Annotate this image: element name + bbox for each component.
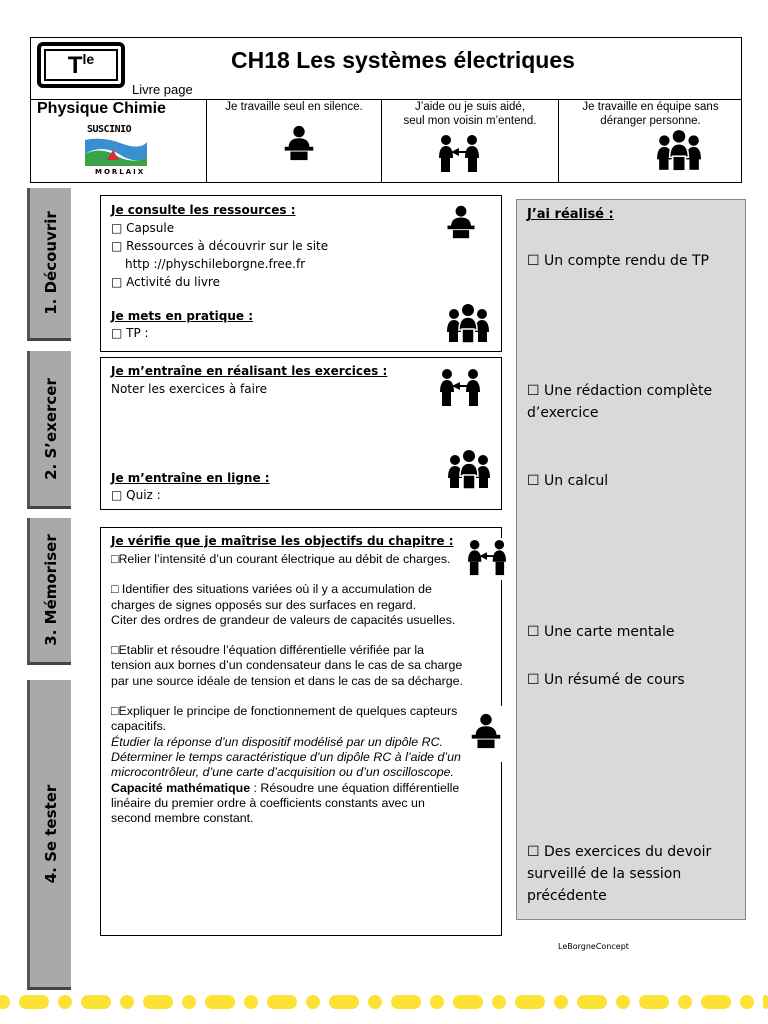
yellow-dash <box>182 995 196 1009</box>
math-capacity-label: Capacité mathématique <box>111 780 251 795</box>
level-badge <box>37 42 125 88</box>
list-item: □ Ressources à découvrir sur le site <box>111 239 329 253</box>
yellow-dash <box>554 995 568 1009</box>
checkbox-tp-report[interactable]: ☐ Un compte rendu de TP <box>527 253 709 269</box>
livre-page-label: Livre page <box>132 82 193 97</box>
exercer-box <box>100 357 502 510</box>
quiz-item: □ Quiz : <box>111 488 161 502</box>
yellow-dash <box>577 995 607 1009</box>
objectives-heading: Je vérifie que je maîtrise les objectifs du chapitre : <box>111 534 454 548</box>
header-table <box>30 37 742 183</box>
footer-credit: LeBorgneConcept <box>558 942 629 951</box>
objective-2b: Citer des ordres de grandeur de valeurs de capacités usuelles. <box>111 612 456 627</box>
school-logo: SUSCINIO MORLAIX <box>87 124 146 176</box>
tab-memoriser: 3. Mémoriser <box>27 518 71 665</box>
yellow-dash <box>391 995 421 1009</box>
online-heading: Je m’entraîne en ligne : <box>111 471 270 485</box>
mode-team: Je travaille en équipe sans déranger personne. <box>582 101 719 127</box>
tab-exercer: 2. S’exercer <box>27 351 71 509</box>
decouvrir-box <box>100 195 502 352</box>
objective-6: Déterminer le temps caractéristique d’un dipôle RC à l’aide d’un microcontrôleur, d’une carte d’acquisition ou d’un oscilloscope. <box>111 749 461 780</box>
checkbox-summary[interactable]: ☐ Un résumé de cours <box>527 672 685 688</box>
realise-heading: J’ai réalisé : <box>527 207 614 222</box>
exercises-heading: Je m’entraîne en réalisant les exercices : <box>111 364 388 378</box>
yellow-dash <box>740 995 754 1009</box>
objective-1: □Relier l’intensité d’un courant électrique au débit de charges. <box>111 552 451 566</box>
yellow-dash <box>205 995 235 1009</box>
site-link[interactable]: http ://physchileborgne.free.fr <box>125 257 306 271</box>
yellow-dash <box>763 995 768 1009</box>
yellow-dash <box>19 995 49 1009</box>
practice-heading: Je mets en pratique : <box>111 309 254 323</box>
pair-help-icon <box>465 539 509 577</box>
subject-label: Physique Chimie <box>37 100 166 117</box>
team-icon <box>446 304 490 344</box>
mode-solo-text: Je travaille seul en silence. <box>225 101 363 113</box>
page-title: CH18 Les systèmes électriques <box>231 47 575 73</box>
yellow-dash <box>58 995 72 1009</box>
team-icon <box>656 130 702 172</box>
objective-7: : Résoudre une équation différentielle linéaire du premier ordre à coefficients constants avec un second membre constant. <box>111 780 460 826</box>
resources-heading: Je consulte les ressources : <box>111 203 296 217</box>
yellow-dash <box>329 995 359 1009</box>
yellow-dash <box>306 995 320 1009</box>
objective-5: Étudier la réponse d’un dispositif modélisé par un dipôle RC. <box>111 734 443 749</box>
objective-3: □Etablir et résoudre l’équation différentielle vérifiée par la tension aux bornes d’un condensateur dans le cas de sa charge par une source idéale de tension et dans le cas de sa décharge. <box>111 643 463 688</box>
yellow-dash <box>81 995 111 1009</box>
tab-decouvrir: 1. Découvrir <box>27 188 71 341</box>
yellow-dash <box>639 995 669 1009</box>
yellow-dash <box>492 995 506 1009</box>
solo-desk-icon <box>443 203 479 241</box>
list-item: □ Activité du livre <box>111 275 220 289</box>
realise-panel <box>516 199 746 920</box>
yellow-dash <box>368 995 382 1009</box>
mode-solo <box>207 100 381 114</box>
tp-item: □ TP : <box>111 326 149 340</box>
yellow-dash <box>430 995 444 1009</box>
yellow-dash <box>0 995 10 1009</box>
resources-list <box>111 219 328 291</box>
exercises-text: Noter les exercices à faire <box>111 382 268 396</box>
checkbox-previous-exam[interactable]: ☐ Des exercices du devoir surveillé de la session précédente <box>527 844 712 904</box>
yellow-dash <box>143 995 173 1009</box>
level-text: T <box>67 52 83 79</box>
solo-desk-icon <box>467 711 505 751</box>
list-item: □ Capsule <box>111 221 175 235</box>
checkbox-mind-map[interactable]: ☐ Une carte mentale <box>527 624 675 640</box>
objectives-list <box>111 552 463 826</box>
yellow-dash <box>678 995 692 1009</box>
checkbox-calcul[interactable]: ☐ Un calcul <box>527 473 609 489</box>
yellow-dash <box>453 995 483 1009</box>
solo-desk-icon <box>280 124 318 162</box>
objective-2: □ Identifier des situations variées où il y a accumulation de charges de signes opposés sur des surfaces en regard. <box>111 582 432 612</box>
yellow-dash <box>616 995 630 1009</box>
yellow-dash <box>120 995 134 1009</box>
yellow-dash <box>515 995 545 1009</box>
pair-help-icon <box>437 368 483 408</box>
level-sup: le <box>82 51 95 67</box>
yellow-dash <box>267 995 297 1009</box>
yellow-dash <box>244 995 258 1009</box>
yellow-dash <box>701 995 731 1009</box>
team-icon <box>447 450 491 490</box>
tab-tester: 4. Se tester <box>27 680 71 990</box>
objective-4: □Expliquer le principe de fonctionnement de quelques capteurs capacitifs. <box>111 704 458 734</box>
objectifs-box <box>100 527 502 936</box>
checkbox-exercise-writeup[interactable]: ☐ Une rédaction complète d’exercice <box>527 383 713 421</box>
pair-help-icon <box>436 134 482 174</box>
mode-pair: J’aide ou je suis aidé, seul mon voisin m’entend. <box>403 101 537 127</box>
